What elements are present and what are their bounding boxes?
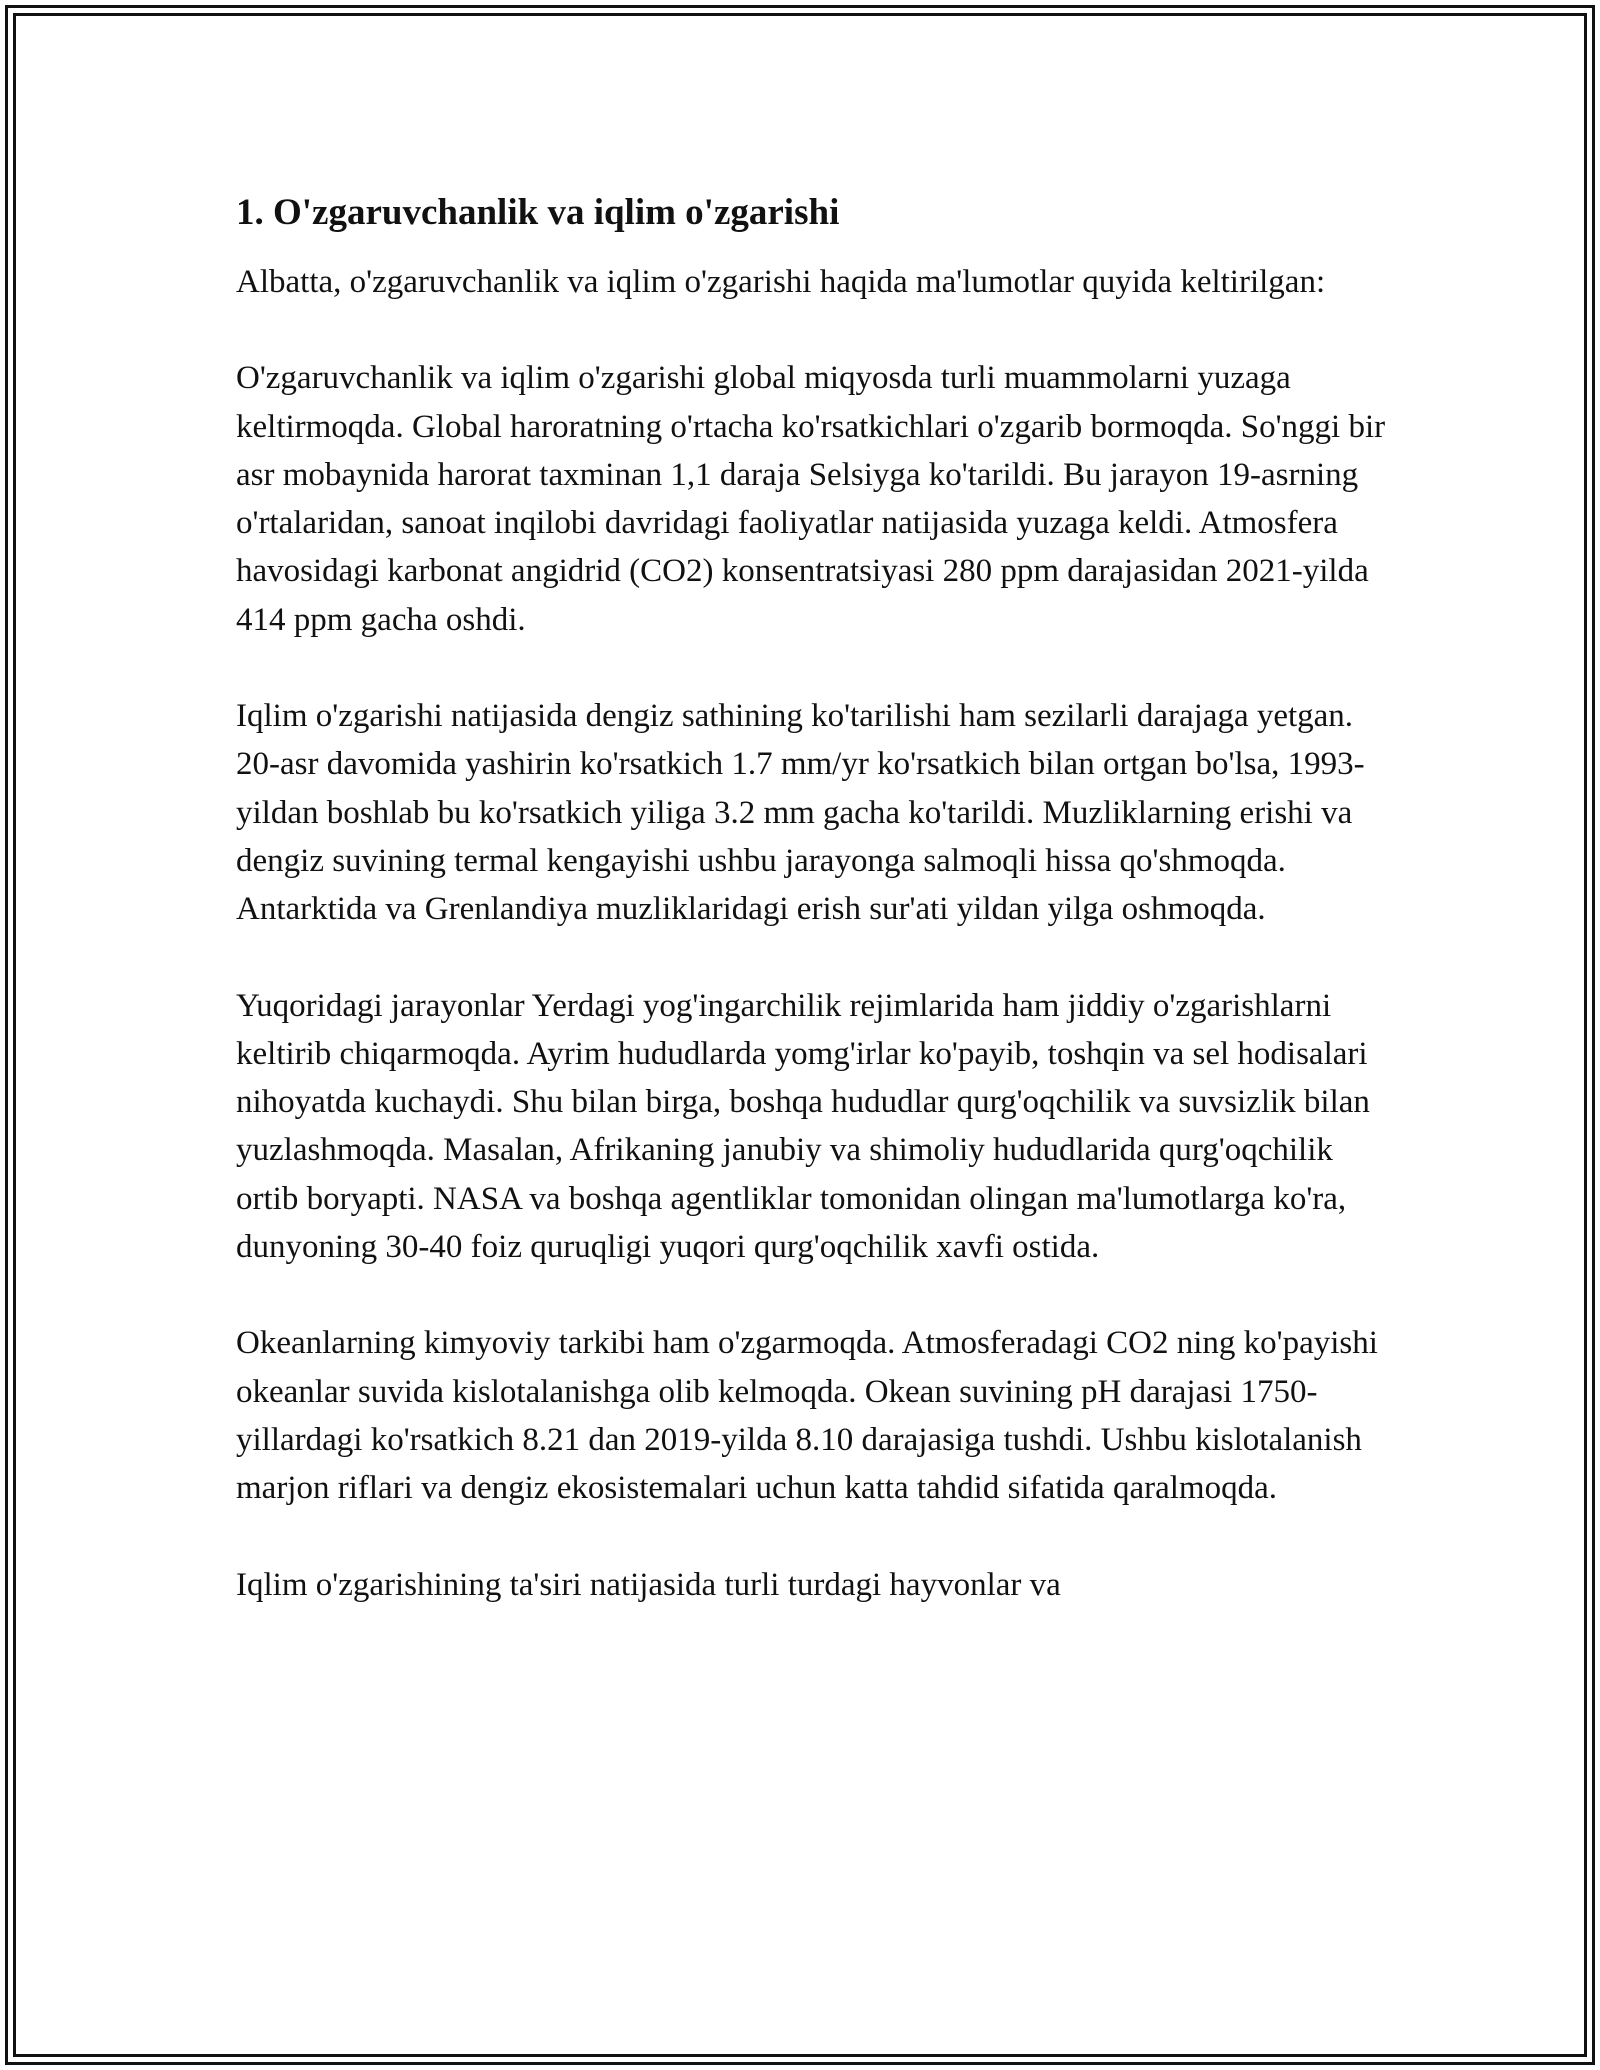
paragraph-sea-level: Iqlim o'zgarishi natijasida dengiz sathining ko'tarilishi ham sezilarli darajaga yetgan. 20-asr davomida yashirin ko'rsatkich 1.7 mm/yr ko'rsatkich bilan ortgan bo'lsa, 1993-yildan boshlab bu ko'rsatkich yiliga 3.2 mm gacha ko'tarildi. Muzliklarning erishi va dengiz suvining termal kengayishi ushbu jarayonga salmoqli hissa qo'shmoqda. Antarktida va Grenlandiya muzliklaridagi erish sur'ati yildan yilga oshmoqda. <box>236 698 1365 928</box>
paragraph-ocean-acidification: Okeanlarning kimyoviy tarkibi ham o'zgarmoqda. Atmosferadagi CO2 ning ko'payishi okeanlar suvida kislotalanishga olib kelmoqda. Okean suvining pH darajasi 1750-yillardagi ko'rsatkich 8.21 dan 2019-yilda 8.10 darajasiga tushdi. Ushbu kislotalanish marjon riflari va dengiz ekosistemalari uchun katta tahdid sifatida qaralmoqda. <box>236 1325 1378 1507</box>
paragraph-species: Iqlim o'zgarishining ta'siri natijasida turli turdagi hayvonlar va <box>236 1566 1061 1603</box>
section-heading: 1. O'zgaruvchanlik va iqlim o'zgarishi <box>236 192 840 233</box>
document-body <box>236 190 1386 1657</box>
paragraph-intro: Albatta, o'zgaruvchanlik va iqlim o'zgarishi haqida ma'lumotlar quyida keltirilgan: <box>236 264 1326 300</box>
paragraph-precipitation: Yuqoridagi jarayonlar Yerdagi yog'ingarchilik rejimlarida ham jiddiy o'zgarishlarni keltirib chiqarmoqda. Ayrim hududlarda yomg'irlar ko'payib, toshqin va sel hodisalari nihoyatda kuchaydi. Shu bilan birga, boshqa hududlar qurg'oqchilik va suvsizlik bilan yuzlashmoqda. Masalan, Afrikaning janubiy va shimoliy hududlarida qurg'oqchilik ortib boryapti. NASA va boshqa agentliklar tomonidan olingan ma'lumotlarga ko'ra, dunyoning 30-40 foiz quruqligi yuqori qurg'oqchilik xavfi ostida. <box>236 987 1370 1266</box>
paragraph-temperature: O'zgaruvchanlik va iqlim o'zgarishi global miqyosda turli muammolarni yuzaga keltirmoqda. Global haroratning o'rtacha ko'rsatkichlari o'zgarib bormoqda. So'nggi bir asr mobaynida harorat taxminan 1,1 daraja Selsiyga ko'tarildi. Bu jarayon 19-asrning o'rtalaridan, sanoat inqilobi davridagi faoliyatlar natijasida yuzaga keldi. Atmosfera havosidagi karbonat angidrid (CO2) konsentratsiyasi 280 ppm darajasidan 2021-yilda 414 ppm gacha oshdi. <box>236 360 1386 638</box>
